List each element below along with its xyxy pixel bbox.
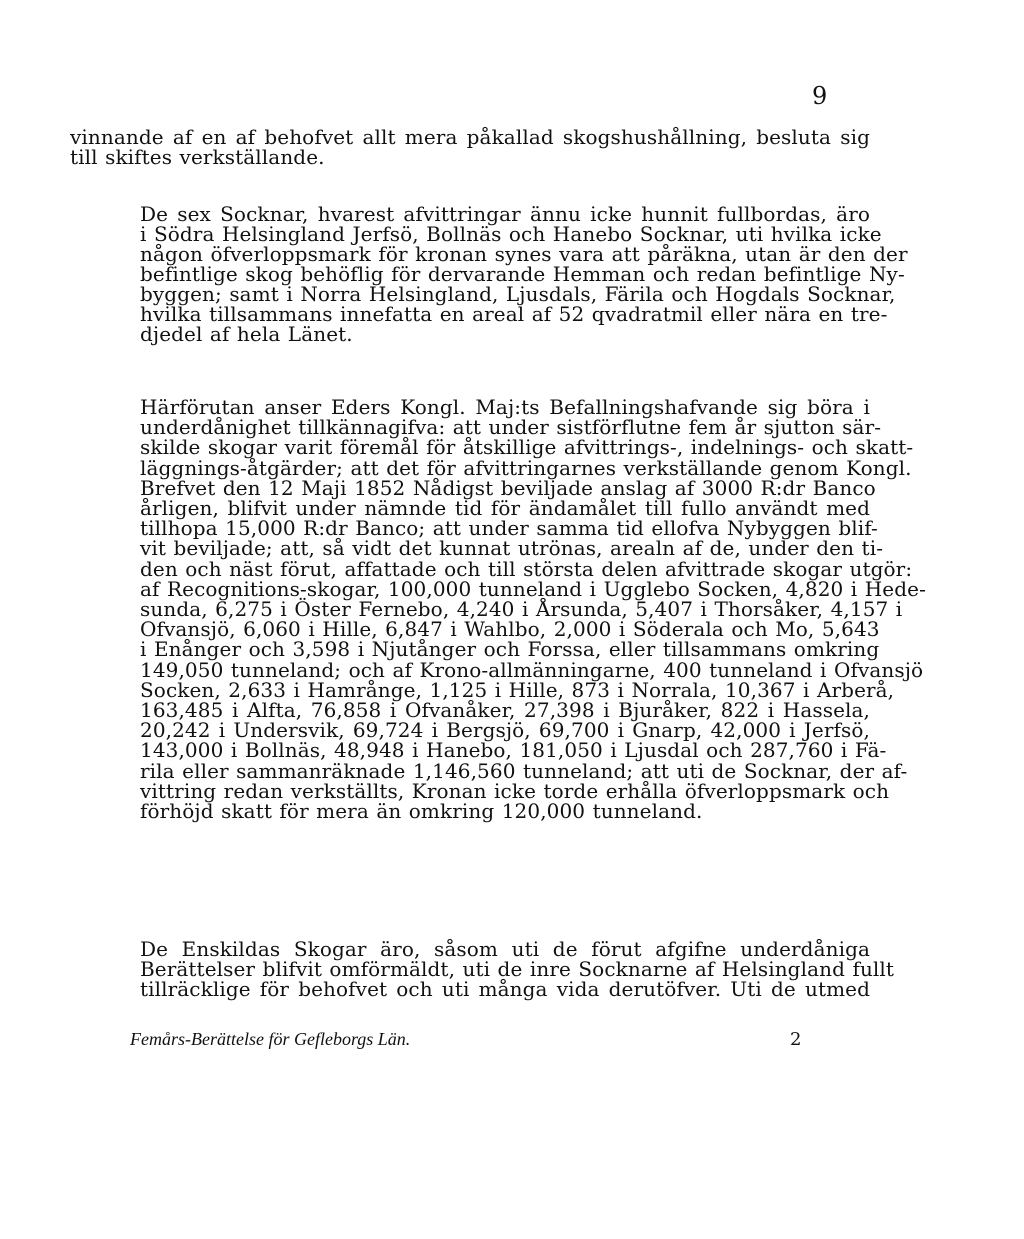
text-line: läggnings-åtgärder; att det för afvittringarnes verkställande genom Kongl. xyxy=(140,455,912,480)
text-line: vit beviljade; att, så vidt det kunnat utrönas, arealn af de, under den ti- xyxy=(140,536,884,561)
text-line: djedel af hela Länet. xyxy=(140,322,353,346)
text-line: förhöjd skatt för mera än omkring 120,000 tunneland. xyxy=(140,799,703,824)
text-line: i Södra Helsingland Jerfsö, Bollnäs och Hanebo Socknar, uti hvilka icke xyxy=(140,222,882,246)
text-line: årligen, blifvit under nämnde tid för ändamålet till fullo användt med xyxy=(140,496,870,521)
text-line: 163,485 i Alfta, 76,858 i Ofvanåker, 27,398 i Bjuråker, 822 i Hassela, xyxy=(140,698,870,723)
text-line: 143,000 i Bollnäs, 48,948 i Hanebo, 181,050 i Ljusdal och 287,760 i Fä- xyxy=(140,738,887,763)
text-line: Brefvet den 12 Maji 1852 Nådigst beviljade anslag af 3000 R:dr Banco xyxy=(140,475,876,500)
text-line: Berättelser blifvit omförmäldt, uti de inre Socknarne af Helsingland fullt xyxy=(140,957,895,981)
paragraph-1 xyxy=(70,127,870,167)
text-line: 20,242 i Undersvik, 69,724 i Bergsjö, 69,700 i Gnarp, 42,000 i Jerfsö, xyxy=(140,718,870,743)
text-line: i Enånger och 3,598 i Njutånger och Forssa, eller tillsammans omkring xyxy=(140,637,880,662)
text-line: De Enskildas Skogar äro, såsom uti de förut afgifne underdåniga xyxy=(140,937,870,961)
text-line: hvilka tillsammans innefatta en areal af 52 qvadratmil eller nära en tre- xyxy=(140,302,888,326)
text-line: någon öfverloppsmark för kronan synes vara att påräkna, utan är den der xyxy=(140,242,908,266)
text-line: rila eller sammanräknade 1,146,560 tunneland; att uti de Socknar, der af- xyxy=(140,758,908,783)
text-line: sunda, 6,275 i Öster Fernebo, 4,240 i Årsunda, 5,407 i Thorsåker, 4,157 i xyxy=(140,597,903,622)
text-line: tillräcklige för behofvet och uti många vida derutöfver. Uti de utmed xyxy=(140,977,870,1001)
paragraph-3 xyxy=(70,395,926,824)
text-line: 149,050 tunneland; och af Krono-allmänningarne, 400 tunneland i Ofvansjö xyxy=(140,657,924,682)
text-line: af Recognitions-skogar, 100,000 tunneland i Ugglebo Socken, 4,820 i Hede- xyxy=(140,576,926,601)
text-line: skilde skogar varit föremål för åtskillige afvittrings-, indelnings- och skatt- xyxy=(140,435,914,460)
text-line: den och näst förut, affattade och till största delen afvittrade skogar utgör: xyxy=(140,556,913,581)
page-number: 9 xyxy=(812,82,828,110)
paragraph-4 xyxy=(70,937,895,1001)
text-line: De sex Socknar, hvarest afvittringar ännu icke hunnit fullbordas, äro xyxy=(140,202,870,226)
text-line: till skiftes verkställande. xyxy=(70,145,325,169)
text-line: vinnande af en af behofvet allt mera påkallad skogshushållning, besluta sig xyxy=(70,125,870,149)
text-line: Härförutan anser Eders Kongl. Maj:ts Befallningshafvande sig böra i xyxy=(140,395,870,419)
text-line: befintlige skog behöflig för dervarande Hemman och redan befintlige Ny- xyxy=(140,262,905,286)
text-line: Ofvansjö, 6,060 i Hille, 6,847 i Wahlbo, 2,000 i Söderala och Mo, 5,643 xyxy=(140,617,880,642)
text-line: Socken, 2,633 i Hamrånge, 1,125 i Hille, 873 i Norrala, 10,367 i Arberå, xyxy=(140,677,895,702)
text-line: byggen; samt i Norra Helsingland, Ljusdals, Färila och Hogdals Socknar, xyxy=(140,282,896,306)
text-line: tillhopa 15,000 R:dr Banco; att under samma tid ellofva Nybyggen blif- xyxy=(140,516,878,541)
text-line: vittring redan verkställts, Kronan icke torde erhålla öfverloppsmark och xyxy=(140,778,890,803)
text-line: underdånighet tillkännagifva: att under sistförflutne fem år sjutton sär- xyxy=(140,415,882,440)
page-footer: Femårs-Berättelse för Gefleborgs Län. xyxy=(130,1029,411,1049)
paragraph-2 xyxy=(70,202,908,346)
sheet-number: 2 xyxy=(790,1029,802,1050)
